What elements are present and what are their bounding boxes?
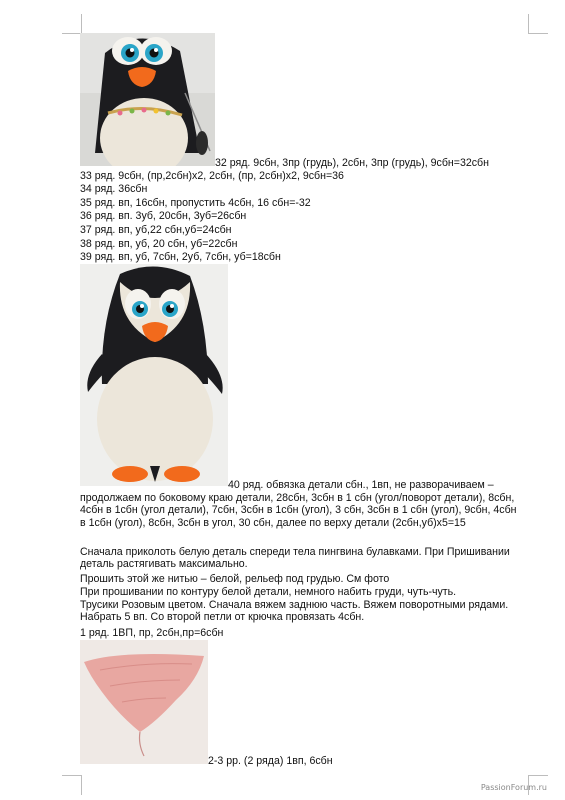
crop-mark-top-right-h (528, 33, 548, 34)
penguin-progress-photo (80, 33, 215, 166)
row-1-text: 1 ряд. 1ВП, пр, 2сбн,пр=6сбн (80, 627, 224, 639)
rows-2-3-text: 2-3 рр. (2 ряда) 1вп, 6сбн (208, 755, 333, 767)
row-34-text: 34 ряд. 36сбн (80, 183, 148, 195)
row-35-text: 35 ряд. вп, 16сбн, пропустить 4сбн, 16 сбн=-32 (80, 197, 311, 209)
panties-instruction: Трусики Розовым цветом. Сначала вяжем заднюю часть. Вяжем поворотными рядами. Набрать 5 вп. Со второй петли от крючка провязать 4сбн. (80, 599, 509, 624)
stitch-instruction: Прошить этой же нитью – белой, рельеф под грудью. См фото (80, 573, 390, 585)
row-32-text: 32 ряд. 9сбн, 3пр (грудь), 2сбн, 3пр (грудь), 9сбн=32сбн (215, 157, 489, 169)
pin-instruction: Сначала приколоть белую деталь спереди тела пингвина булавками. При Пришивании деталь растягивать максимально. (80, 546, 510, 571)
row-36-text: 36 ряд. вп. 3уб, 20сбн, 3уб=26сбн (80, 210, 247, 222)
crop-mark-top-left-v (81, 14, 82, 34)
crop-mark-top-left-h (62, 33, 82, 34)
crop-mark-bottom-right-h (528, 775, 548, 776)
crop-mark-bottom-left-h (62, 775, 82, 776)
pink-panties-photo (80, 640, 208, 764)
site-watermark: PassionForum.ru (480, 783, 547, 792)
sew-instruction: При прошивании по контуру белой детали, немного набить груди, чуть-чуть. (80, 586, 457, 598)
row-40-first-line: 40 ряд. обвязка детали сбн., 1вп, не разворачиваем – (228, 479, 494, 491)
penguin-body-photo (80, 264, 228, 486)
row-33-text: 33 ряд. 9сбн, (пр,2сбн)х2, 2сбн, (пр, 2сбн)х2, 9сбн=36 (80, 170, 344, 182)
crop-mark-bottom-left-v (81, 775, 82, 795)
crop-mark-top-right-v (528, 14, 529, 34)
row-37-text: 37 ряд. вп, уб,22 сбн,уб=24сбн (80, 224, 232, 236)
row-39-text: 39 ряд. вп, уб, 7сбн, 2уб, 7сбн, уб=18сбн (80, 251, 281, 263)
row-38-text: 38 ряд. вп, уб, 20 сбн, уб=22сбн (80, 238, 238, 250)
row-40-continuation: продолжаем по боковому краю детали, 28сбн, 3сбн в 1 сбн (угол/поворот детали), 8сбн, 4сбн в 1сбн (угол детали), 7сбн, 3сбн в 1сбн (угол), 3 сбн, 3сбн в 1 сбн (угол), 9сбн, 4сбн в 1сбн (угол), 8сбн, 3сбн в угол, 30 сбн, далее по верху детали (2сбн,уб)х5=15 (80, 492, 517, 529)
